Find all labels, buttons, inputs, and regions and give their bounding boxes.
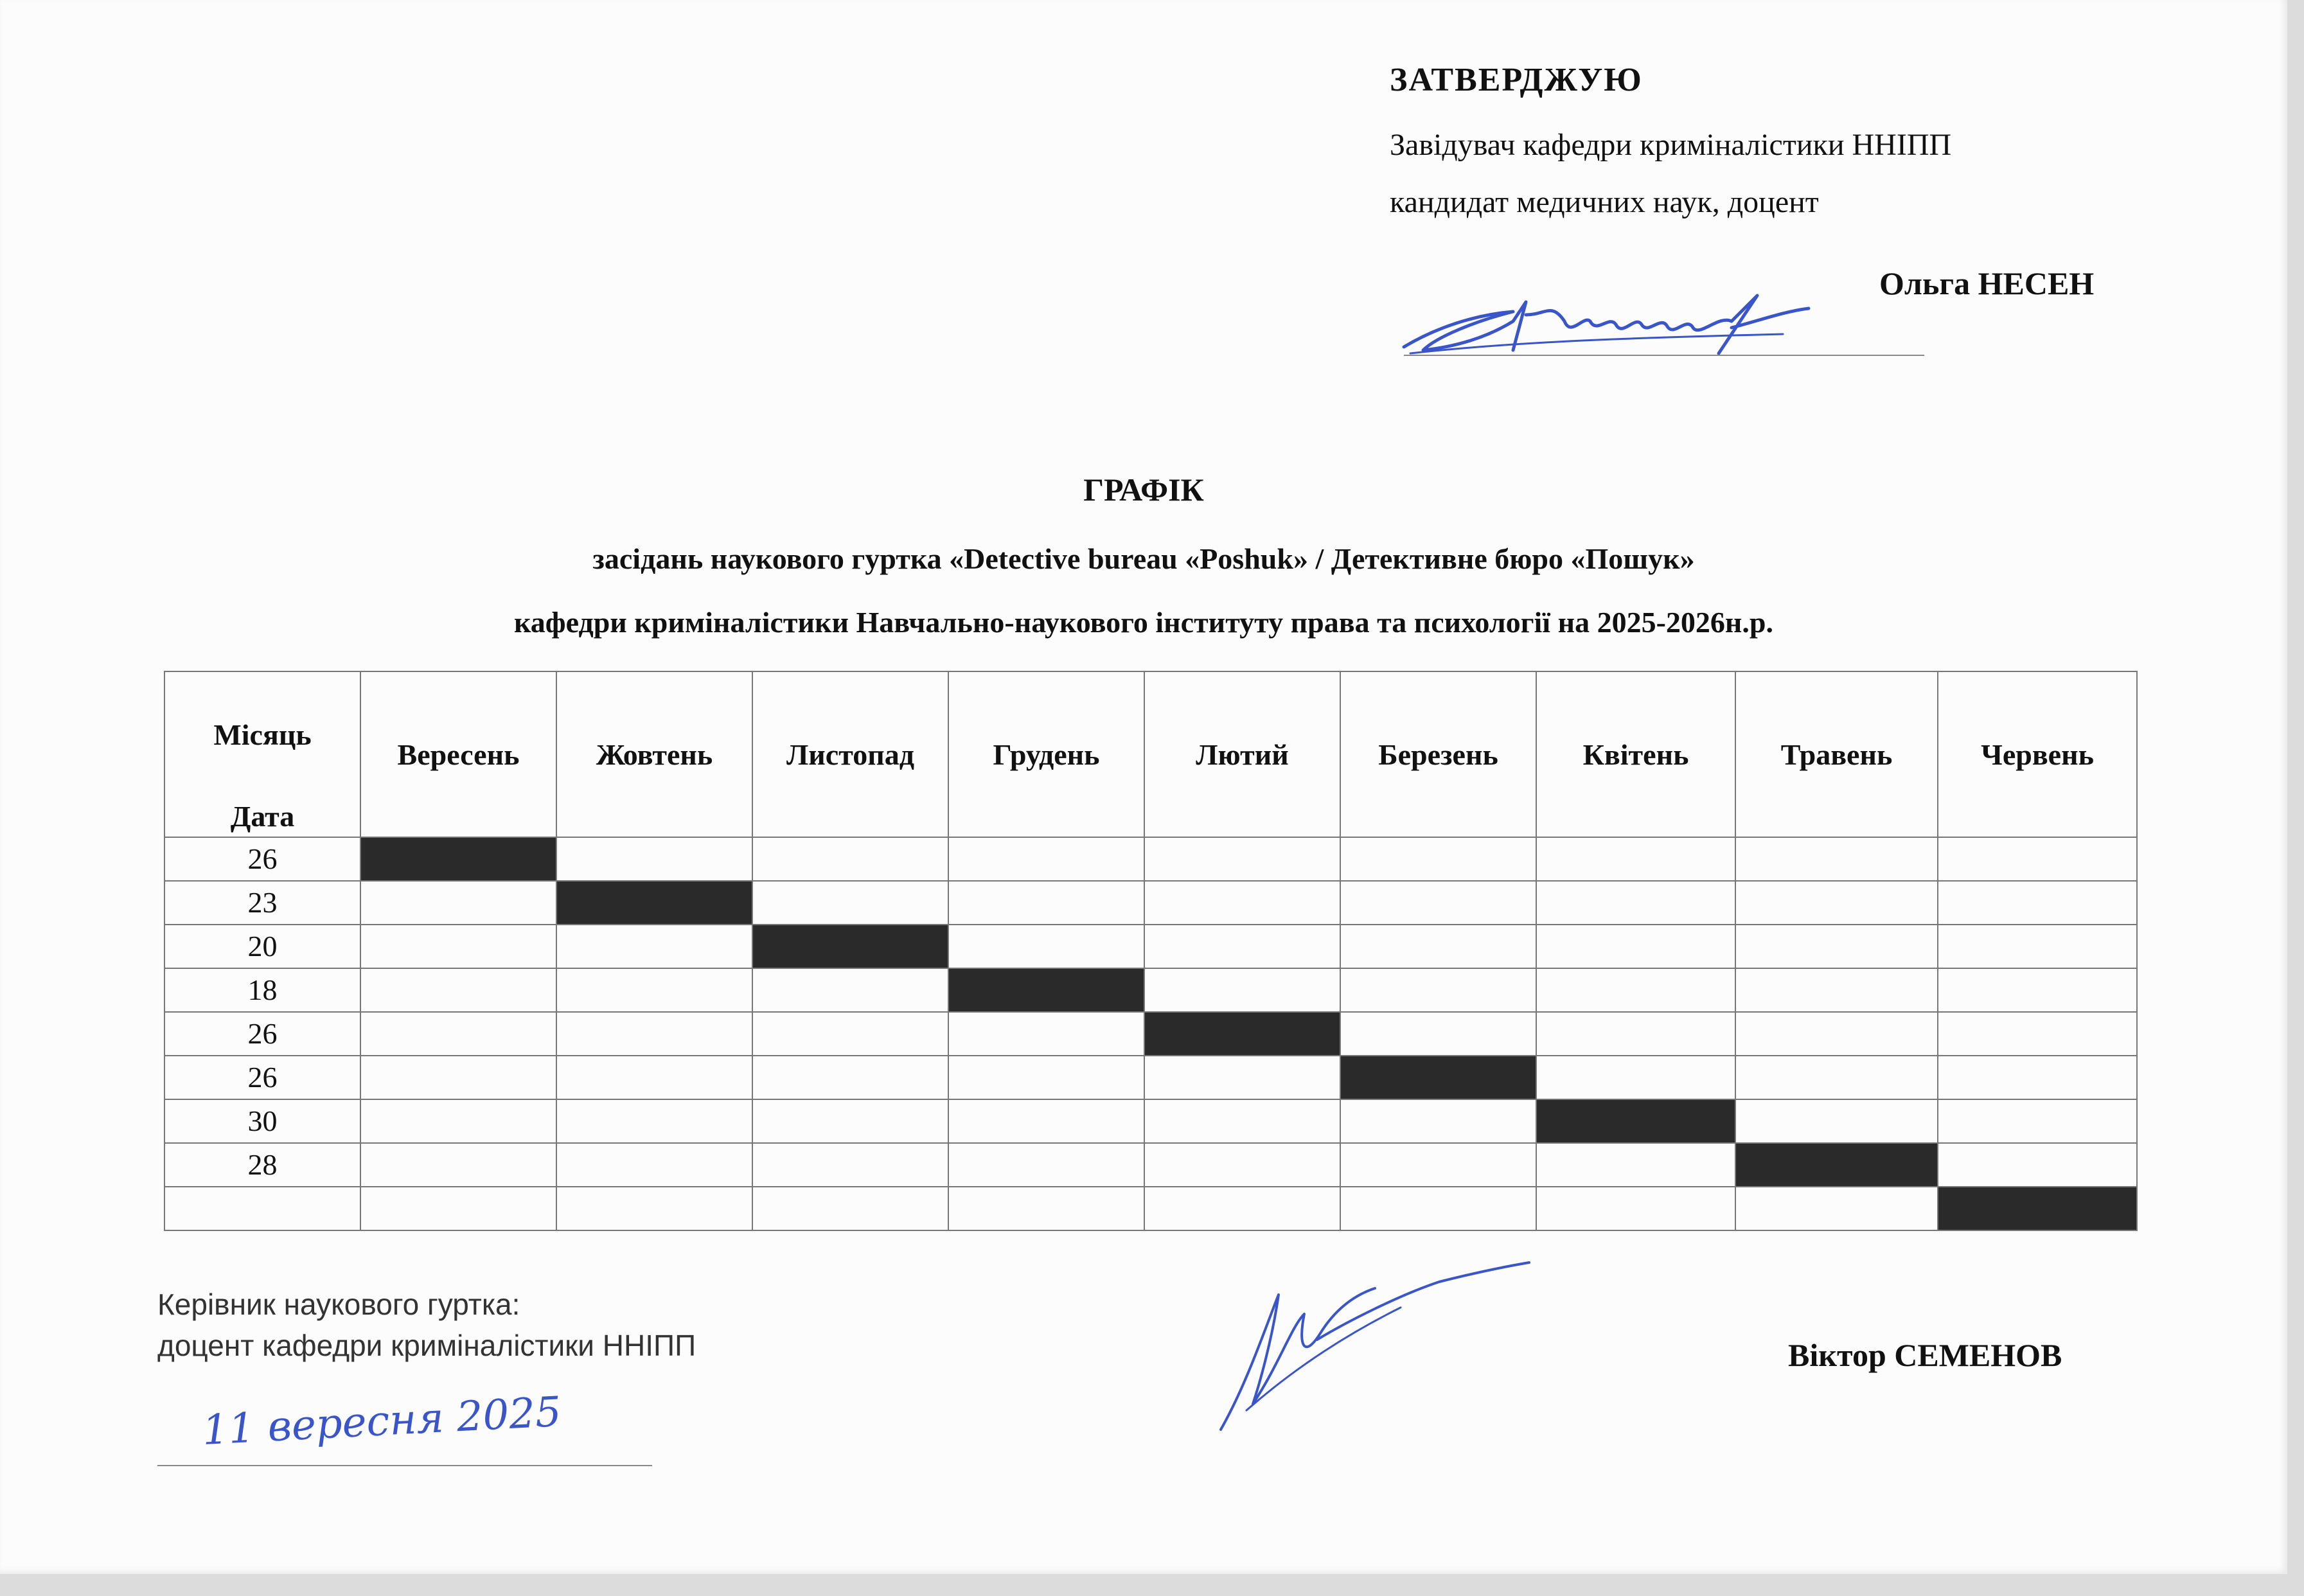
empty-cell — [1340, 881, 1536, 925]
date-cell: 18 — [164, 968, 360, 1012]
empty-cell — [1938, 1012, 2137, 1056]
head-signature — [1397, 276, 1834, 366]
empty-cell — [556, 1012, 752, 1056]
empty-cell — [556, 925, 752, 968]
meeting-mark-cell — [1536, 1099, 1735, 1143]
empty-cell — [1735, 1012, 1938, 1056]
footer-role-line2: доцент кафедри криміналістики ННІПП — [157, 1329, 696, 1362]
month-header: Квітень — [1536, 671, 1735, 837]
empty-cell — [948, 881, 1144, 925]
meeting-mark-cell — [1340, 1056, 1536, 1099]
empty-cell — [1735, 968, 1938, 1012]
empty-cell — [948, 925, 1144, 968]
empty-cell — [1340, 837, 1536, 881]
footer-role — [157, 1284, 696, 1366]
empty-cell — [556, 1099, 752, 1143]
empty-cell — [360, 925, 556, 968]
empty-cell — [1938, 837, 2137, 881]
empty-cell — [1735, 1099, 1938, 1143]
month-header: Травень — [1735, 671, 1938, 837]
empty-cell — [1144, 1099, 1340, 1143]
month-header: Грудень — [948, 671, 1144, 837]
empty-cell — [1340, 968, 1536, 1012]
empty-cell — [360, 1056, 556, 1099]
empty-cell — [360, 881, 556, 925]
month-header: Червень — [1938, 671, 2137, 837]
meeting-mark-cell — [948, 968, 1144, 1012]
approval-degree: кандидат медичних наук, доцент — [1390, 185, 1819, 219]
empty-cell — [1144, 881, 1340, 925]
empty-cell — [1735, 1187, 1938, 1230]
empty-cell — [1938, 968, 2137, 1012]
empty-cell — [1536, 925, 1735, 968]
header-month-label: Місяць — [164, 671, 360, 797]
empty-cell — [360, 1187, 556, 1230]
empty-cell — [948, 1056, 1144, 1099]
empty-cell — [948, 1099, 1144, 1143]
leader-signature — [1208, 1256, 1542, 1442]
meeting-mark-cell — [360, 837, 556, 881]
empty-cell — [360, 1099, 556, 1143]
empty-cell — [752, 1056, 948, 1099]
empty-cell — [1536, 1012, 1735, 1056]
empty-cell — [556, 1143, 752, 1187]
date-cell: 26 — [164, 1012, 360, 1056]
empty-cell — [1938, 1099, 2137, 1143]
empty-cell — [556, 837, 752, 881]
month-header: Березень — [1340, 671, 1536, 837]
empty-cell — [752, 1012, 948, 1056]
schedule-table — [164, 671, 2138, 1231]
meeting-mark-cell — [1735, 1143, 1938, 1187]
empty-cell — [948, 1187, 1144, 1230]
empty-cell — [1144, 968, 1340, 1012]
date-cell: 26 — [164, 837, 360, 881]
meeting-mark-cell — [556, 881, 752, 925]
empty-cell — [556, 1187, 752, 1230]
empty-cell — [556, 968, 752, 1012]
schedule-header-row — [164, 671, 2137, 797]
header-date-label: Дата — [164, 797, 360, 837]
empty-cell — [556, 1056, 752, 1099]
empty-cell — [1340, 1012, 1536, 1056]
empty-cell — [1536, 881, 1735, 925]
document-subtitle-2: кафедри криміналістики Навчально-наукового інституту права та психології на 2025-2026н.р. — [514, 606, 1773, 639]
schedule-row — [164, 1187, 2137, 1230]
month-header: Вересень — [360, 671, 556, 837]
empty-cell — [360, 1012, 556, 1056]
approval-heading: ЗАТВЕРДЖУЮ — [1390, 62, 1643, 98]
schedule-row — [164, 881, 2137, 925]
empty-cell — [1340, 1143, 1536, 1187]
empty-cell — [1938, 1143, 2137, 1187]
date-cell: 28 — [164, 1143, 360, 1187]
empty-cell — [1144, 1187, 1340, 1230]
document-title: ГРАФІК — [1083, 472, 1204, 508]
schedule-row — [164, 925, 2137, 968]
empty-cell — [752, 1143, 948, 1187]
empty-cell — [948, 837, 1144, 881]
date-cell: 26 — [164, 1056, 360, 1099]
meeting-mark-cell — [752, 925, 948, 968]
approval-block — [1390, 61, 2225, 220]
date-cell: 30 — [164, 1099, 360, 1143]
schedule-row — [164, 837, 2137, 881]
empty-cell — [1536, 1143, 1735, 1187]
footer-name: Віктор СЕМЕНОВ — [1788, 1337, 2062, 1373]
month-header: Жовтень — [556, 671, 752, 837]
schedule-row — [164, 1143, 2137, 1187]
empty-cell — [1938, 881, 2137, 925]
empty-cell — [752, 837, 948, 881]
schedule-row — [164, 968, 2137, 1012]
empty-cell — [1735, 1056, 1938, 1099]
date-cell: 23 — [164, 881, 360, 925]
empty-cell — [360, 968, 556, 1012]
date-signature-line — [157, 1465, 652, 1466]
empty-cell — [1340, 925, 1536, 968]
schedule-row — [164, 1056, 2137, 1099]
meeting-mark-cell — [1938, 1187, 2137, 1230]
empty-cell — [1144, 1143, 1340, 1187]
month-header: Листопад — [752, 671, 948, 837]
approval-name: Ольга НЕСЕН — [1879, 265, 2095, 301]
schedule-row — [164, 1012, 2137, 1056]
document-subtitle-1: засідань наукового гуртка «Detective bureau «Poshuk» / Детективне бюро «Пошук» — [592, 542, 1695, 575]
empty-cell — [1340, 1099, 1536, 1143]
empty-cell — [1536, 1187, 1735, 1230]
empty-cell — [1536, 968, 1735, 1012]
meeting-mark-cell — [1144, 1012, 1340, 1056]
empty-cell — [752, 968, 948, 1012]
empty-cell — [752, 881, 948, 925]
date-cell — [164, 1187, 360, 1230]
approval-signature-line — [1404, 355, 1924, 356]
empty-cell — [1144, 837, 1340, 881]
empty-cell — [1144, 1056, 1340, 1099]
footer-role-line1: Керівник наукового гуртка: — [157, 1288, 520, 1321]
empty-cell — [1938, 1056, 2137, 1099]
empty-cell — [752, 1187, 948, 1230]
schedule-body — [164, 671, 2137, 1230]
empty-cell — [360, 1143, 556, 1187]
empty-cell — [948, 1143, 1144, 1187]
empty-cell — [1536, 837, 1735, 881]
month-header: Лютий — [1144, 671, 1340, 837]
handwritten-date: 11 вересня 2025 — [201, 1388, 563, 1455]
empty-cell — [752, 1099, 948, 1143]
approval-position: Завідувач кафедри криміналістики ННІПП — [1390, 128, 1952, 162]
empty-cell — [1735, 881, 1938, 925]
empty-cell — [1536, 1056, 1735, 1099]
empty-cell — [1735, 925, 1938, 968]
empty-cell — [1340, 1187, 1536, 1230]
empty-cell — [1938, 925, 2137, 968]
date-cell: 20 — [164, 925, 360, 968]
empty-cell — [1735, 837, 1938, 881]
empty-cell — [948, 1012, 1144, 1056]
schedule-row — [164, 1099, 2137, 1143]
empty-cell — [1144, 925, 1340, 968]
